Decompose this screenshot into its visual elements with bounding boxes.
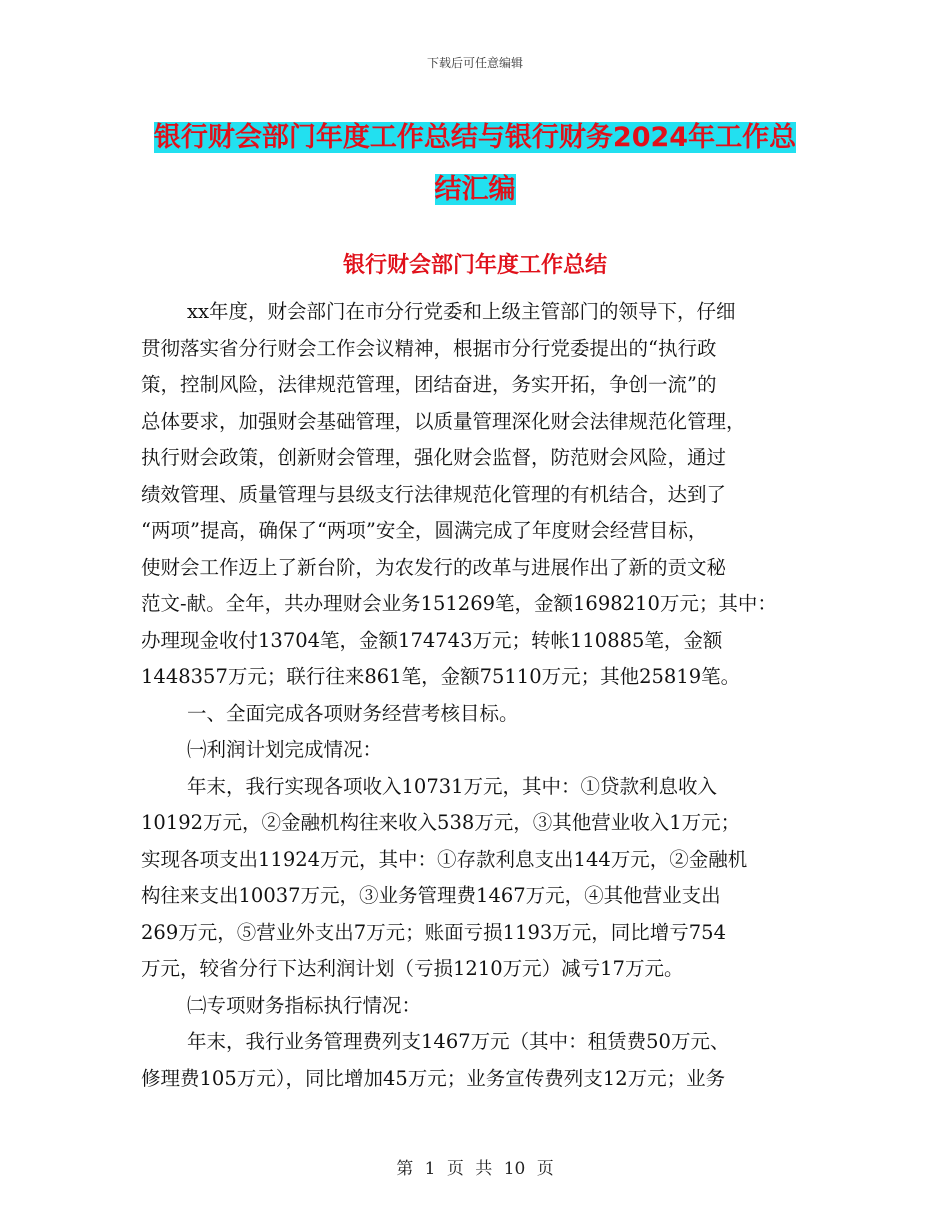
paragraph-line: 一、全面完成各项财务经营考核目标。 xyxy=(187,701,519,725)
document-title-line-1: 银行财会部门年度工作总结与银行财务2024年工作总 xyxy=(153,122,797,153)
page-footer: 第 1 页 共 10 页 xyxy=(396,1159,554,1179)
paragraph-line: ㈠利润计划完成情况： xyxy=(187,738,383,761)
document-title xyxy=(140,112,810,216)
paragraph-line: 修理费105万元），同比增加45万元；业务宣传费列支12万元；业务 xyxy=(141,1066,726,1090)
paragraph-line: 总体要求，加强财会基础管理，以质量管理深化财会法律规范化管理， xyxy=(141,409,746,433)
paragraph-line: 年末，我行实现各项收入10731万元，其中：①贷款利息收入 xyxy=(187,774,718,798)
paragraph-line: 1448357万元；联行往来861笔，金额75110万元；其他25819笔。 xyxy=(141,665,741,688)
paragraph-line: 万元，较省分行下达利润计划（亏损1210万元）减亏17万元。 xyxy=(141,957,684,980)
paragraph-line: xx年度，财会部门在市分行党委和上级主管部门的领导下，仔细 xyxy=(187,300,736,323)
paragraph-line: 策，控制风险，法律规范管理，团结奋进，务实开拓，争创一流”的 xyxy=(141,373,717,396)
paragraph-line: ㈡专项财务指标执行情况： xyxy=(187,993,422,1017)
paragraph-line: 10192万元，②金融机构往来收入538万元，③其他营业收入1万元； xyxy=(141,811,741,834)
paragraph-line: 办理现金收付13704笔，金额174743万元；转帐110885笔，金额 xyxy=(141,628,723,652)
paragraph-line: 年末，我行业务管理费列支1467万元（其中：租赁费50万元、 xyxy=(187,1030,730,1053)
paragraph-line: 实现各项支出11924万元，其中：①存款利息支出144万元，②金融机 xyxy=(141,847,748,871)
paragraph-line: 使财会工作迈上了新台阶，为农发行的改革与进展作出了新的贡文秘 xyxy=(141,555,727,579)
paragraph-line: 构往来支出10037万元，③业务管理费1467万元，④其他营业支出 xyxy=(141,884,721,907)
body-text xyxy=(141,294,831,1097)
paragraph-line: “两项”提高，确保了“两项”安全，圆满完成了年度财会经营目标， xyxy=(141,519,708,542)
document-title-line-2: 结汇编 xyxy=(434,174,516,205)
paragraph-line: 范文-献。全年，共办理财会业务151269笔，金额1698210万元；其中： xyxy=(141,592,777,615)
paragraph-line: 绩效管理、质量管理与县级支行法律规范化管理的有机结合，达到了 xyxy=(141,482,727,506)
paragraph-line: 执行财会政策，创新财会管理，强化财会监督，防范财会风险，通过 xyxy=(141,446,727,469)
header-note: 下载后可任意编辑 xyxy=(426,56,523,70)
paragraph-line: 269万元，⑤营业外支出7万元；账面亏损1193万元，同比增亏754 xyxy=(141,920,726,944)
paragraph-line: 贯彻落实省分行财会工作会议精神，根据市分行党委提出的“执行政 xyxy=(141,336,717,360)
section-title: 银行财会部门年度工作总结 xyxy=(342,253,607,278)
